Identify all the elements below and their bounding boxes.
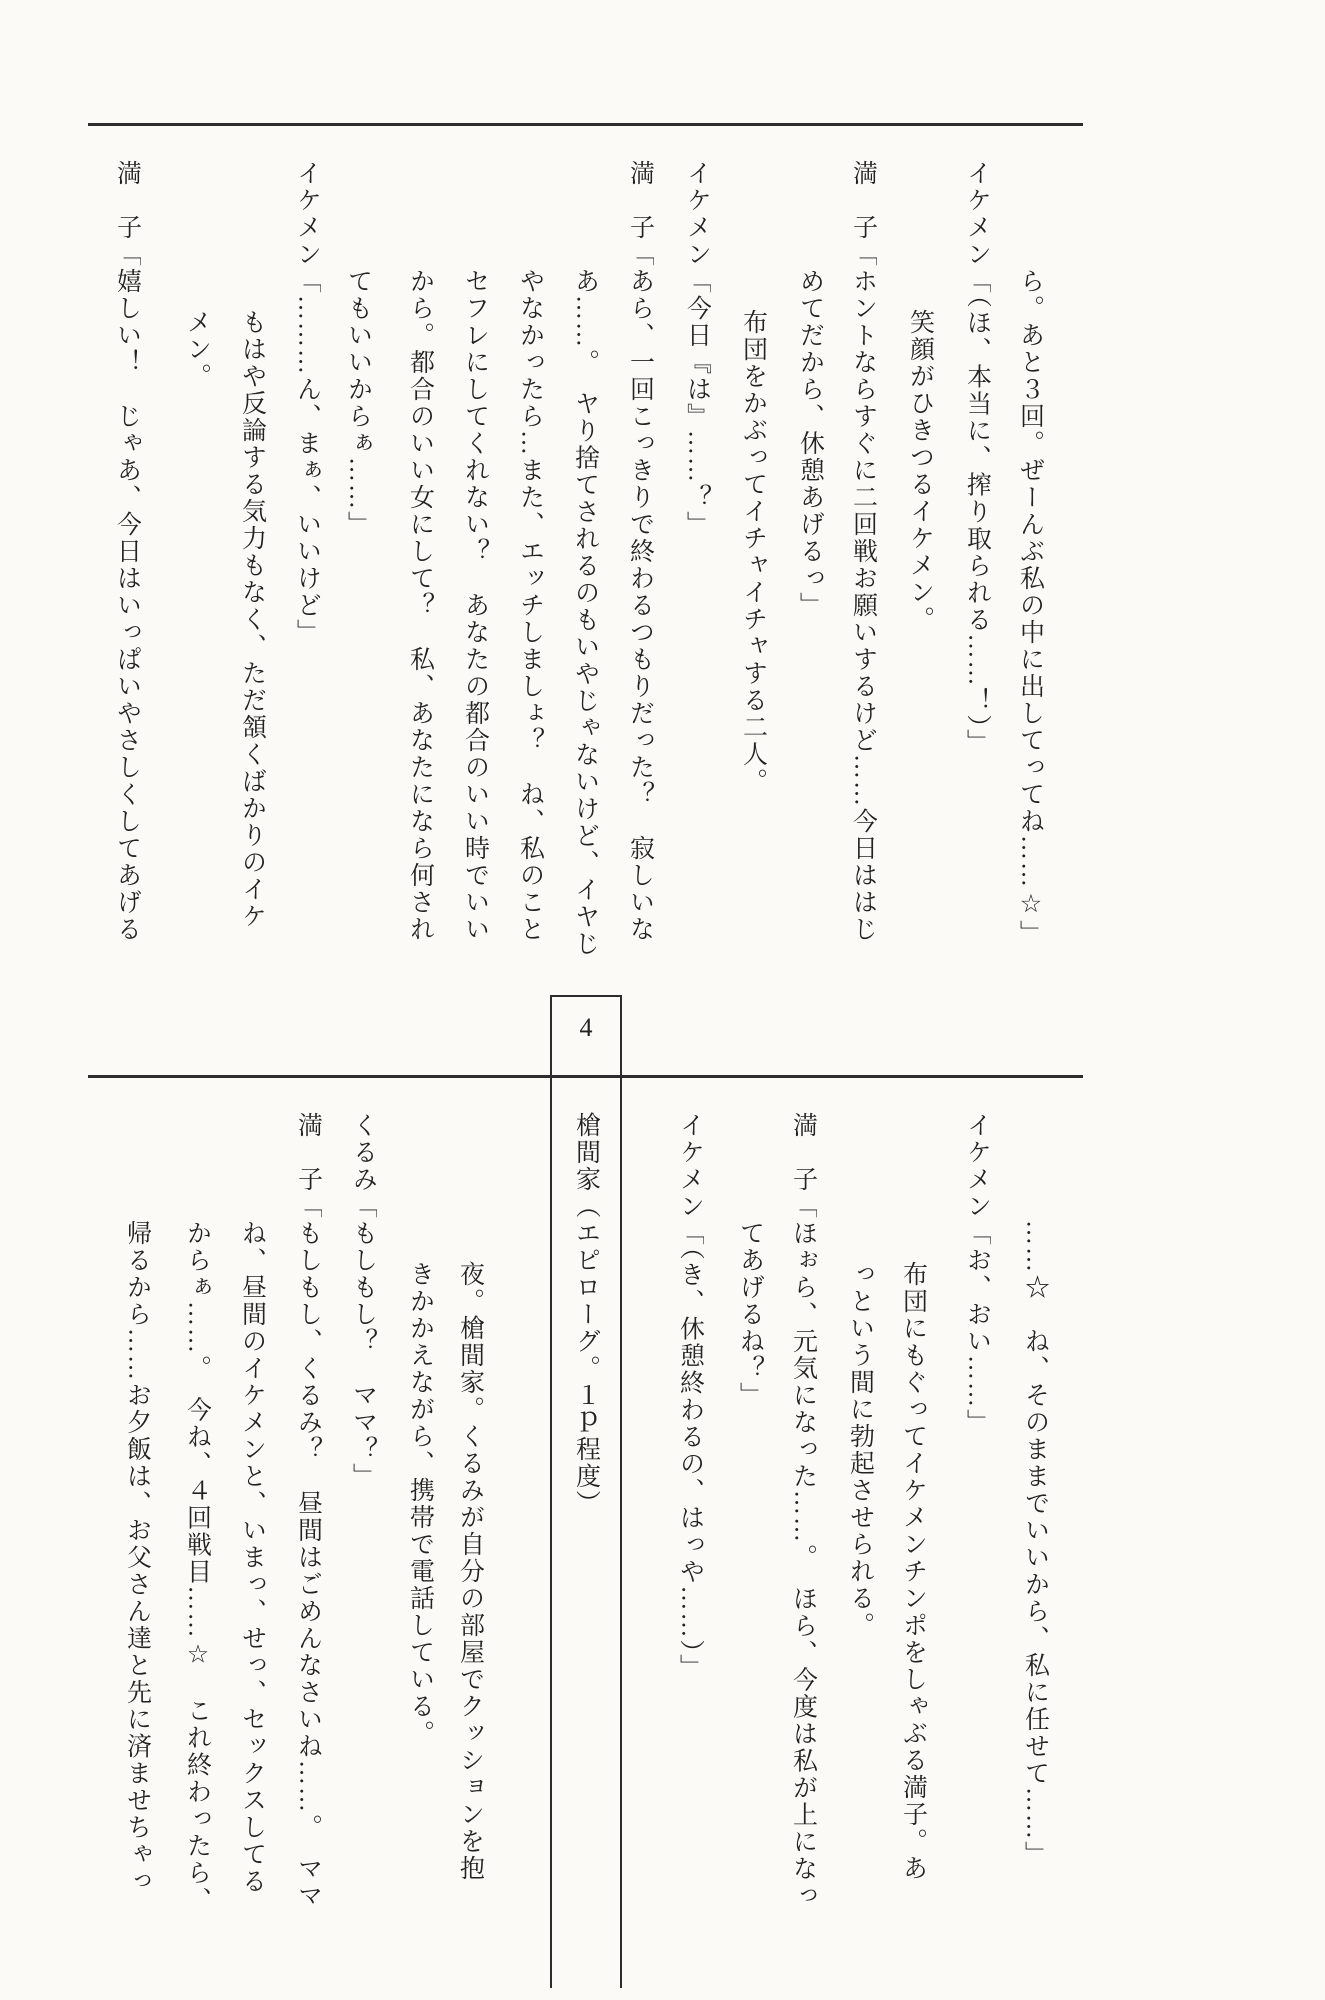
dialogue-line: イケメン「………ん、まぁ、いいけど」	[293, 160, 321, 646]
dialogue-continuation: てあげるね？」	[736, 1220, 764, 1409]
dialogue-line: 満 子「ほぉら、元気になった……。 ほら、今度は私が上になっ	[789, 1112, 817, 1910]
dialogue-line: くるみ「もしもし？ ママ？」	[349, 1112, 377, 1490]
dialogue-continuation: ね、昼間のイケメンと、いまっ、せっ、セックスしてる	[238, 1220, 266, 1895]
dialogue-line: イケメン「お、おい……」	[963, 1112, 991, 1436]
dialogue-line: 満 子「あら、一回こっきりで終わるつもりだった？ 寂しいな	[626, 160, 654, 943]
narration-continuation: っという間に勃起させられる。	[846, 1261, 874, 1639]
dialogue-line: イケメン「（ほ、本当に、搾り取られる……！）」	[963, 160, 991, 756]
dialogue-continuation: ら。あと３回。ぜーんぶ私の中に出してってね……☆」	[1016, 268, 1044, 947]
narration: 夜。槍間家。くるみが自分の部屋でクッションを抱	[456, 1261, 484, 1882]
dialogue-continuation: あ……。 ヤり捨てされるのもいやじゃないけど、イヤじ	[571, 268, 599, 958]
dialogue-line: イケメン「（き、休憩終わるの、はっや……）」	[676, 1112, 704, 1681]
dialogue-continuation: 帰るから……お夕飯は、お父さん達と先に済ませちゃっ	[123, 1220, 151, 1895]
dialogue-continuation: てもいいからぁ……」	[344, 268, 372, 538]
page-number-box-left-line	[550, 995, 552, 1988]
scene-heading: 槍間家（エピローグ。１ｐ程度）	[572, 1112, 600, 1517]
dialogue-continuation: セフレにしてくれない？ あなたの都合のいい時でいい	[461, 268, 489, 943]
narration: 布団にもぐってイケメンチンポをしゃぶる満子。あ	[899, 1261, 927, 1882]
dialogue-continuation: やなかったら…また、エッチしましょ？ ね、私のこと	[516, 268, 544, 943]
narration: 布団をかぶってイチャイチャする二人。	[739, 309, 767, 795]
dialogue-line: 満 子「嬉しい！ じゃあ、今日はいっぱいやさしくしてあげる	[113, 160, 141, 943]
dialogue-continuation: から。都合のいい女にして？ 私、あなたになら何され	[406, 268, 434, 943]
dialogue-line: イケメン「今日『は』……？」	[683, 160, 711, 538]
dialogue-line: 満 子「ホントならすぐに二回戦お願いするけど……今日ははじ	[849, 160, 877, 943]
page-number-box-top	[550, 995, 622, 997]
dialogue-continuation: ……☆ ね、そのままでいいから、私に任せて……」	[1021, 1220, 1049, 1868]
page-number: 4	[579, 1013, 593, 1042]
narration: もはや反論する気力もなく、ただ頷くばかりのイケ	[238, 309, 266, 930]
dialogue-continuation: めてだから、休憩あげるっ」	[796, 268, 824, 619]
page-number-box-right-line	[620, 995, 622, 1988]
narration-continuation: きかかえながら、携帯で電話している。	[406, 1261, 434, 1747]
top-rule	[88, 123, 1083, 126]
dialogue-line: 満 子「もしもし、くるみ？ 昼間はごめんなさいね……。 ママ	[294, 1112, 322, 1910]
narration: 笑顔がひきつるイケメン。	[906, 309, 934, 633]
dialogue-continuation: からぁ……。 今ね、４回戦目……☆ これ終わったら、	[183, 1220, 211, 1914]
narration-continuation: メン。	[183, 309, 211, 390]
section-divider	[88, 1075, 1083, 1078]
